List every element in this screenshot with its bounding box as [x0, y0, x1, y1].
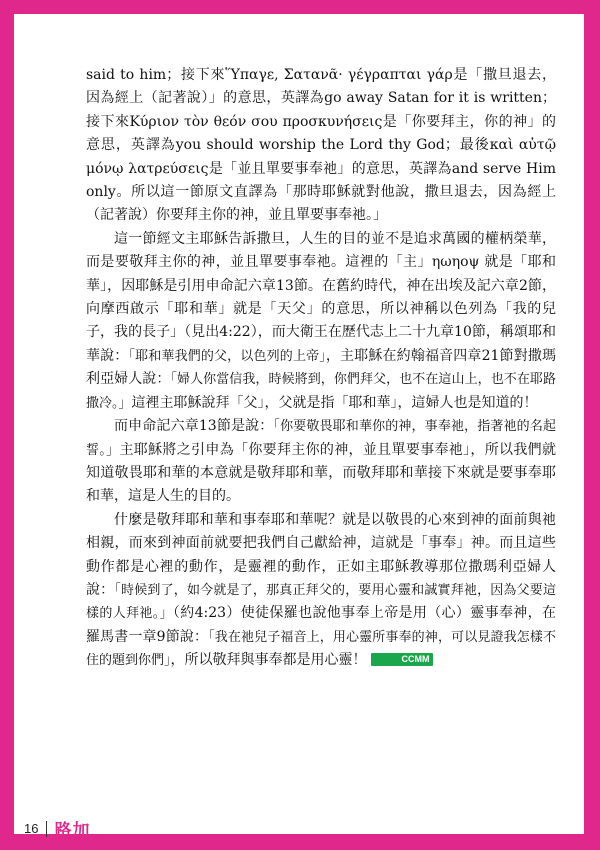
text-segment: 這裡主耶穌說拜「父」，父就是指「耶和華」，這婦人也是知道的！: [131, 394, 538, 411]
text-segment: Κύριον τὸν θεόν σου προσκυνήσεις: [129, 113, 383, 130]
text-segment: 是「撒旦退去，因為經上（記著說）」的意思，英譯為go away Satan for it is written；接下來: [86, 67, 556, 130]
text-segment: 什麼是敬拜耶和華和事奉耶和華呢？就是以敬畏的心來到神的面前與祂相親，而來到神面前就要把我們自己獻給神，這就是「事奉」神。而且這些動作都是心裡的動作，是靈裡的動作，正如主耶穌教導那位撒瑪利亞婦人說：: [86, 511, 556, 598]
text-segment: Ὕπαγε, Σατανᾶ· γέγραπται γάρ: [225, 67, 453, 83]
paragraph-p4: [86, 509, 556, 673]
scripture-quote: 「你要敬畏耶和華你的神，事奉祂，指著祂的名起誓。」: [86, 419, 556, 458]
scripture-quote: 「婦人你當信我，時候將到，你們拜父，也不在這山上，也不在耶路撒冷。」: [86, 372, 556, 411]
article-body: [86, 64, 556, 673]
footer: [24, 816, 90, 841]
text-segment: 就是「耶和華」，因耶穌是引用申命記六章13節。在舊約時代，神在出埃及記六章2節，向摩西啟示「耶和華」就是「天父」的意思，所以神稱以色列為「我的兒子，我的長子」（見出4:22），而大衛王在歷代志上二十九章10節，稱頌耶和華說：: [86, 254, 557, 364]
ccmm-badge: CCMM: [371, 653, 433, 666]
text-segment: ηωηοψ: [431, 254, 480, 271]
page: [14, 14, 584, 841]
paragraph-p2: [86, 228, 556, 415]
paragraph-p3: [86, 415, 556, 509]
text-segment: ，所以敬拜與事奉都是用心靈！: [170, 652, 367, 669]
text-segment: 是「並且單要事奉祂」的意思，英譯為and serve Him only。所以這一節原文直譯為「那時耶穌就對他說，撒旦退去，因為經上（記著說）你要拜主你的神，並且單要事奉祂。」: [86, 160, 556, 224]
text-segment: （約4:23）使徒保羅也說他事奉上帝是用（心）靈事奉神，在羅馬書一章9節說：: [86, 605, 556, 645]
text-segment: 而申命記六章13節是說：: [114, 418, 274, 435]
paragraph-p1: [86, 64, 556, 228]
footer-divider: [46, 821, 47, 837]
brand-logo: 路加: [54, 821, 91, 841]
scripture-quote: 「時候到了，如今就是了，那真正拜父的，要用心靈和誠實拜祂，因為父要這樣的人拜祂。」: [86, 582, 556, 622]
page-number: 16: [24, 821, 39, 836]
text-segment: καὶ αὐτῷ μόνῳ λατρεύσεις: [86, 137, 556, 177]
scripture-quote: 「耶和華我們的父，以色列的上帝」: [128, 348, 326, 364]
text-segment: ，主耶穌在約翰福音四章21節對撒瑪利亞婦人說：: [86, 347, 556, 388]
text-segment: 主耶穌將之引申為「你要拜主你的神，並且單要事奉祂」，所以我們就知道敬畏耶和華的本意就是敬拜耶和華，而敬拜耶和華接下來就是要事奉耶和華，這是人生的目的。: [86, 441, 556, 505]
text-segment: 是「你要拜主，你的神」的意思，英譯為you should worship the Lord thy God；最後: [86, 113, 557, 154]
text-segment: 這一節經文主耶穌告訴撒旦，人生的目的並不是追求萬國的權柄榮華，而是要敬拜主你的神，並且單要事奉祂。這裡的「主」: [86, 230, 556, 271]
scripture-quote: 「我在祂兒子福音上，用心靈所事奉的神，可以見證我怎樣不住的題到你們」: [86, 629, 556, 669]
text-segment: said to him；接下來: [86, 67, 226, 83]
